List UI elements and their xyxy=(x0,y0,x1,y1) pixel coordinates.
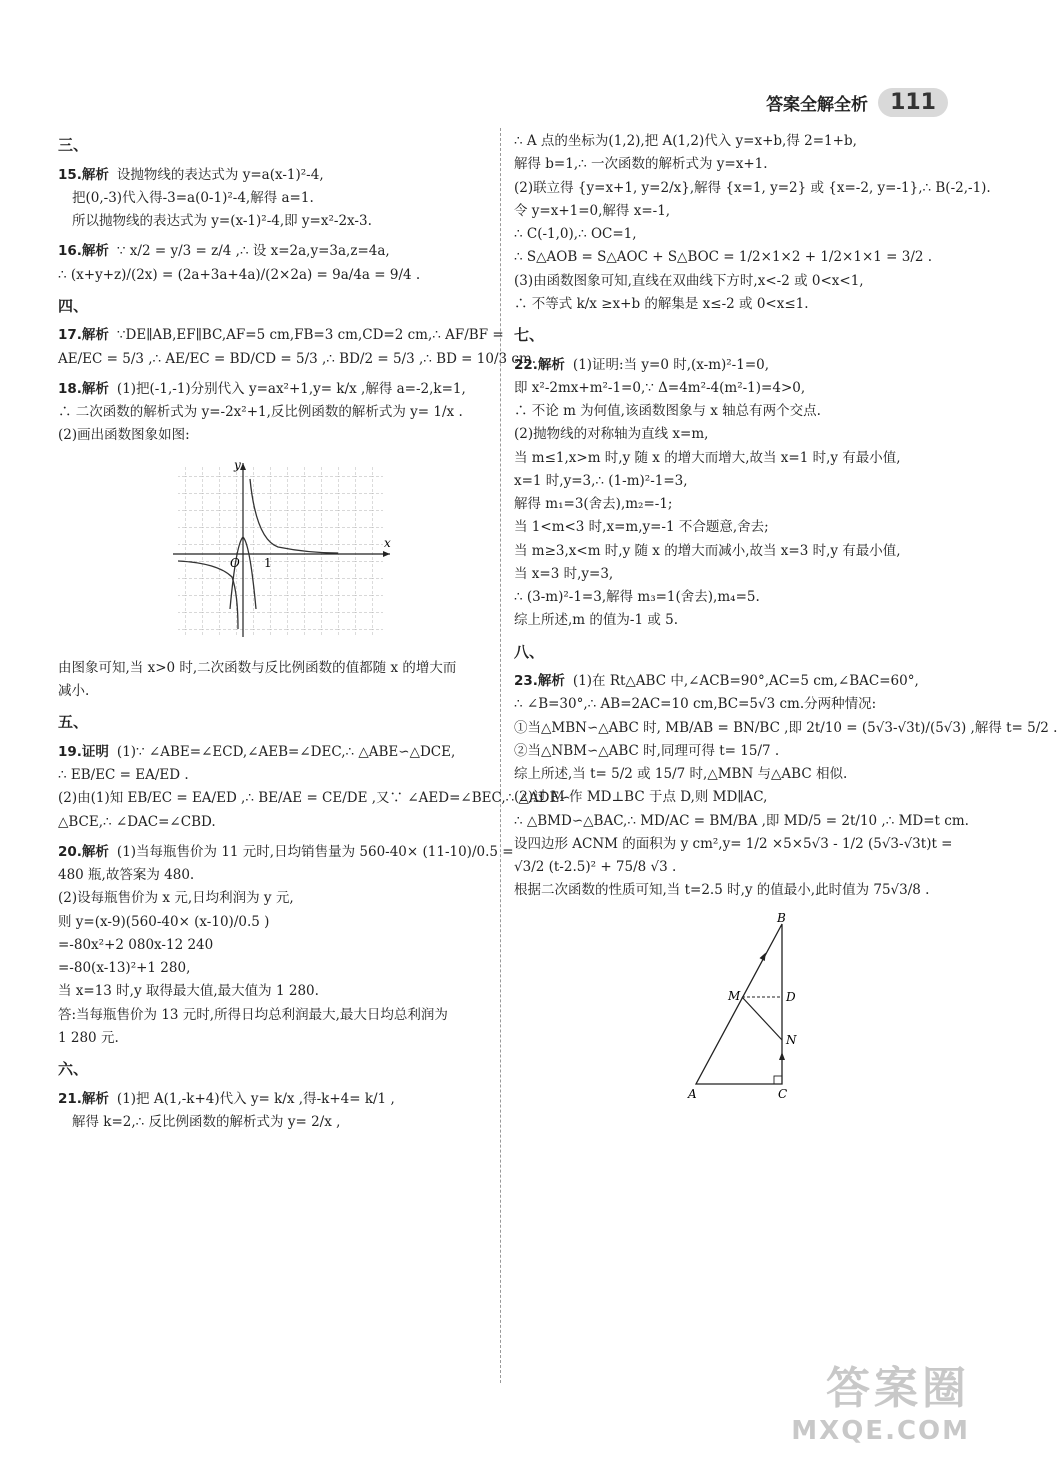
answer-line: ∴ 二次函数的解析式为 y=-2x²+1,反比例函数的解析式为 y= 1/x . xyxy=(58,404,463,420)
answer-line: 则 y=(x-9)(560-40× (x-10)/0.5 ) xyxy=(58,913,270,930)
answer-line: (2)抛物线的对称轴为直线 x=m, xyxy=(514,426,709,443)
triangle-abc xyxy=(696,924,782,1084)
question-number: 16.解析 xyxy=(58,243,109,260)
answer-line: 当 1<m<3 时,x=m,y=-1 不合题意,舍去; xyxy=(514,519,769,536)
answer-line: 480 瓶,故答案为 480. xyxy=(58,867,195,883)
segment-mn xyxy=(742,997,782,1040)
answer-line: (1)把(-1,-1)分别代入 y=ax²+1,y= k/x ,解得 a=-2,k=1, xyxy=(116,380,466,397)
answer-line: 所以抛物线的表达式为 y=(x-1)²-4,即 y=x²-2x-3. xyxy=(72,213,372,229)
answer-line: x=1 时,y=3,∴ (1-m)²-1=3, xyxy=(514,472,688,489)
vertex-label: D xyxy=(786,989,796,1004)
question-15 xyxy=(58,165,488,232)
section-heading: 八、 xyxy=(514,642,545,661)
tick-label: 1 xyxy=(264,555,272,570)
answer-line: 由图象可知,当 x>0 时,二次函数与反比例函数的值都随 x 的增大而 xyxy=(58,659,457,676)
answer-line: ∴ 不论 m 为何值,该函数图象与 x 轴总有两个交点. xyxy=(514,403,821,419)
answer-line: 当 x=13 时,y 取得最大值,最大值为 1 280. xyxy=(58,983,319,1000)
answer-line: 解得 k=2,∴ 反比例函数的解析式为 y= 2/x , xyxy=(72,1113,341,1130)
answer-line: (1)当每瓶售价为 11 元时,日均销售量为 560-40× (11-10)/0.5 = xyxy=(116,843,514,860)
answer-line: 当 m≤1,x>m 时,y 随 x 的增大而增大,故当 x=1 时,y 有最小值, xyxy=(514,449,901,466)
answer-line: (1)在 Rt△ABC 中,∠ACB=90°,AC=5 cm,∠BAC=60°, xyxy=(572,673,919,689)
answer-line: 1 280 元. xyxy=(58,1029,119,1046)
question-number: 20.解析 xyxy=(58,843,109,860)
page-header xyxy=(766,88,948,117)
question-number: 22.解析 xyxy=(514,356,565,373)
answer-line: ∴ C(-1,0),∴ OC=1, xyxy=(514,226,637,242)
answer-line: 根据二次函数的性质可知,当 t=2.5 时,y 的值最小,此时值为 75√3/8 . xyxy=(514,882,930,899)
origin-label: O xyxy=(230,555,240,570)
answer-line: (3)由函数图象可知,直线在双曲线下方时,x<-2 或 0<x<1, xyxy=(514,272,864,289)
answer-line: ∴ ∠B=30°,∴ AB=2AC=10 cm,BC=5√3 cm.分两种情况: xyxy=(514,696,877,713)
answer-line: △BCE,∴ ∠DAC=∠CBD. xyxy=(58,813,216,830)
function-graph xyxy=(168,459,398,639)
answer-line: 令 y=x+1=0,解得 x=-1, xyxy=(514,202,671,219)
question-number: 19.证明 xyxy=(58,743,109,760)
right-column xyxy=(514,128,1057,1118)
x-axis-label: x xyxy=(384,535,391,550)
answer-line: ∴ 不等式 k/x ≥x+b 的解集是 x≤-2 或 0<x≤1. xyxy=(514,295,809,312)
question-number: 18.解析 xyxy=(58,380,109,397)
answer-line: √3/2 (t-2.5)² + 75/8 √3 . xyxy=(514,859,677,875)
answer-line: (1)把 A(1,-k+4)代入 y= k/x ,得-k+4= k/1 , xyxy=(116,1090,395,1107)
answer-line: 当 m≥3,x<m 时,y 随 x 的增大而减小,故当 x=3 时,y 有最小值, xyxy=(514,542,901,559)
vertex-label: M xyxy=(728,988,741,1003)
answer-line: ∴ S△AOB = S△AOC + S△BOC = 1/2×1×2 + 1/2×1×1 = 3/2 . xyxy=(514,249,933,266)
x-axis-arrow-icon xyxy=(383,551,390,557)
answer-line: (2)过 M 作 MD⊥BC 于点 D,则 MD∥AC, xyxy=(514,789,768,806)
vertex-label: B xyxy=(777,910,786,925)
grid-background xyxy=(178,467,383,635)
question-18 xyxy=(58,379,488,702)
answer-line: 答:当每瓶售价为 13 元时,所得日均总利润最大,最大日均总利润为 xyxy=(58,1006,448,1023)
answer-line: (2)画出函数图象如图: xyxy=(58,427,190,444)
answer-line: 把(0,-3)代入得-3=a(0-1)²-4,解得 a=1. xyxy=(72,189,314,206)
answer-line: =-80x²+2 080x-12 240 xyxy=(58,936,214,953)
answer-line: ①当△MBN∽△ABC 时, MB/AB = BN/BC ,即 2t/10 = (5√3-√3t)/(5√3) ,解得 t= 5/2 . xyxy=(514,719,1057,736)
question-22 xyxy=(514,355,954,631)
answer-line: =-80(x-13)²+1 280, xyxy=(58,960,191,976)
question-number: 23.解析 xyxy=(514,673,565,689)
section-heading: 五、 xyxy=(58,713,89,732)
vertex-label: A xyxy=(688,1086,697,1101)
answer-line: ∴ (3-m)²-1=3,解得 m₃=1(舍去),m₄=5. xyxy=(514,589,760,605)
question-23 xyxy=(514,671,1057,1108)
question-number: 17.解析 xyxy=(58,327,109,344)
answer-line: ∴ EB/EC = EA/ED . xyxy=(58,767,189,783)
answer-line: 当 x=3 时,y=3, xyxy=(514,565,614,582)
question-21-continued xyxy=(514,131,991,314)
watermark-url: MXQE.COM xyxy=(791,1416,970,1446)
arrow-icon xyxy=(779,1052,785,1060)
answer-line: 减小. xyxy=(58,683,90,699)
answer-line: 综上所述,当 t= 5/2 或 15/7 时,△MBN 与△ABC 相似. xyxy=(514,766,848,782)
answer-line: 解得 b=1,∴ 一次函数的解析式为 y=x+1. xyxy=(514,156,768,173)
answer-line: 设抛物线的表达式为 y=a(x-1)²-4, xyxy=(116,166,324,183)
vertex-label: N xyxy=(786,1032,797,1047)
answer-line: 综上所述,m 的值为-1 或 5. xyxy=(514,612,678,629)
answer-line: 解得 m₁=3(舍去),m₂=-1; xyxy=(514,496,673,512)
question-21 xyxy=(58,1089,488,1133)
question-19 xyxy=(58,742,571,832)
section-heading: 三、 xyxy=(58,136,89,154)
right-angle-mark xyxy=(774,1076,782,1084)
section-heading: 七、 xyxy=(514,326,545,344)
page-number: 111 xyxy=(878,88,948,117)
triangle-diagram xyxy=(674,912,814,1102)
answer-line: 设四边形 ACNM 的面积为 y cm²,y= 1/2 ×5×5√3 - 1/2 (5√3-√3t)t = xyxy=(514,835,953,852)
answer-line: ∴ A 点的坐标为(1,2),把 A(1,2)代入 y=x+b,得 2=1+b, xyxy=(514,133,857,149)
answer-line: ∴ (x+y+z)/(2x) = (2a+3a+4a)/(2×2a) = 9a/4a = 9/4 . xyxy=(58,266,421,283)
section-heading: 六、 xyxy=(58,1060,89,1078)
answer-line: ∵DE∥AB,EF∥BC,AF=5 cm,FB=3 cm,CD=2 cm,∴ AF/BF = xyxy=(116,327,504,344)
question-20 xyxy=(58,842,514,1048)
question-16 xyxy=(58,241,488,285)
y-axis-label: y xyxy=(234,457,241,472)
answer-line: (2)联立得 {y=x+1, y=2/x},解得 {x=1, y=2} 或 {x=-2, y=-1},∴ B(-2,-1). xyxy=(514,179,991,196)
section-heading: 四、 xyxy=(58,296,89,315)
answer-line: (1)∵ ∠ABE=∠ECD,∠AEB=∠DEC,∴ △ABE∽△DCE, xyxy=(116,743,456,760)
site-watermark xyxy=(791,1352,970,1446)
answer-line: (1)证明:当 y=0 时,(x-m)²-1=0, xyxy=(572,356,770,373)
column-divider xyxy=(500,128,501,1383)
header-title: 答案全解全析 xyxy=(766,95,869,115)
question-17 xyxy=(58,325,537,369)
answer-line: 即 x²-2mx+m²-1=0,∵ Δ=4m²-4(m²-1)=4>0, xyxy=(514,379,806,396)
y-axis-arrow-icon xyxy=(240,463,246,470)
answer-line: (2)由(1)知 EB/EC = EA/ED ,∴ BE/AE = CE/DE ,又∵ ∠AED=∠BEC,∴ △ADE∽ xyxy=(58,790,571,807)
answer-line: (2)设每瓶售价为 x 元,日均利润为 y 元, xyxy=(58,890,294,907)
answer-line: ②当△NBM∽△ABC 时,同理可得 t= 15/7 . xyxy=(514,742,780,759)
watermark-logo: 答案圈 xyxy=(826,1363,970,1414)
answer-line: ∵ x/2 = y/3 = z/4 ,∴ 设 x=2a,y=3a,z=4a, xyxy=(116,243,390,260)
answer-line: AE/EC = 5/3 ,∴ AE/EC = BD/CD = 5/3 ,∴ BD/2 = 5/3 ,∴ BD = 10/3 cm. xyxy=(58,350,537,367)
question-number: 15.解析 xyxy=(58,166,109,183)
answer-line: ∴ △BMD∽△BAC,∴ MD/AC = BM/BA ,即 MD/5 = 2t/10 ,∴ MD=t cm. xyxy=(514,812,969,829)
question-number: 21.解析 xyxy=(58,1090,109,1107)
vertex-label: C xyxy=(778,1086,788,1101)
